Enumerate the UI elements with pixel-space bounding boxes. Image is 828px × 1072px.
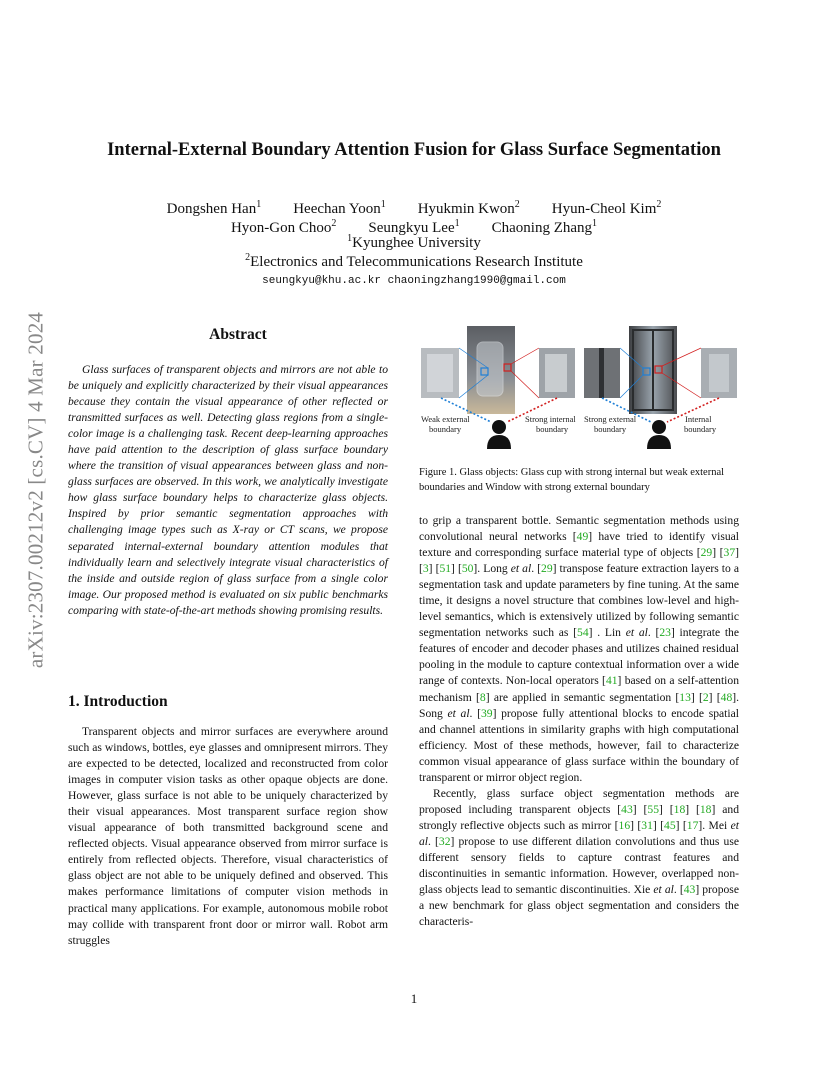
paragraph-glass-segmentation: Recently, glass surface object segmentation methods are proposed including transparent objects [43] [55] [18] [18] and strongly reflective objects such as mirror [16] [31] [45] [17]. Mei et al. [32] propose to use different dilation convolutions and thus use different sensory fields to capture contrast features and discontinuities in semantic information. However, overlapped non-glass objects lead to semantic discontinuities. Xie et al. [43] propose a new benchmark for glass object segmentation and considers the characteris- xyxy=(419,786,740,929)
citation-link[interactable]: 23 xyxy=(659,626,671,640)
viewer-icon-left xyxy=(487,420,511,449)
citation-link[interactable]: 13 xyxy=(679,690,691,704)
citation-link[interactable]: 43 xyxy=(683,883,696,897)
affiliation-2-sup: 2 xyxy=(245,252,251,263)
label-strong-internal-1: Strong internal xyxy=(525,414,576,424)
affiliation-2-name: Electronics and Telecommunications Research Institute xyxy=(250,254,583,270)
paper-title: Internal-External Boundary Attention Fusion for Glass Surface Segmentation xyxy=(107,140,721,160)
viewer-icon-right xyxy=(647,420,671,449)
citation-link[interactable]: 55 xyxy=(647,802,659,816)
citation-link[interactable]: 49 xyxy=(576,530,589,544)
label-weak-external-2: boundary xyxy=(429,424,462,434)
author-name: Hyun-Cheol Kim$^2$ xyxy=(551,199,662,217)
et-al-text: et al xyxy=(653,883,674,897)
right-column xyxy=(419,513,739,930)
author-affiliation-sup: 2 xyxy=(656,199,662,210)
citation-link[interactable]: 50 xyxy=(461,562,474,576)
et-al-text: et al xyxy=(625,626,648,640)
et-al-text: et al xyxy=(419,818,740,848)
author-affiliation-sup: 2 xyxy=(514,199,520,210)
citation-link[interactable]: 45 xyxy=(664,818,676,832)
citation-link[interactable]: 43 xyxy=(621,802,633,816)
label-internal-1: Internal xyxy=(685,414,712,424)
author-affiliation-sup: 1 xyxy=(592,218,598,229)
abstract-heading: Abstract xyxy=(209,326,267,343)
author-name: Hyukmin Kwon$^2$ xyxy=(417,199,520,217)
citation-link[interactable]: 17 xyxy=(686,818,699,832)
label-strong-external-2: boundary xyxy=(594,424,627,434)
page-number: 1 xyxy=(410,991,418,1006)
arxiv-stamp-text: arXiv:2307.00212v2 [cs.CV] 4 Mar 2024 xyxy=(23,311,48,669)
et-al-text: et al xyxy=(447,706,470,720)
citation-link[interactable]: 8 xyxy=(479,690,486,704)
author-affiliation-sup: 2 xyxy=(331,218,337,229)
label-strong-external-1: Strong external xyxy=(584,414,637,424)
citation-link[interactable]: 29 xyxy=(700,546,713,560)
affiliation-2 xyxy=(60,252,768,271)
introduction-text: Transparent objects and mirror surfaces are everywhere around such as windows, bottles, eye glasses and omnipresent mirrors. They are expected to be detected, localized and reconstructed from color images in computer vision tasks as other opaque objects are done. However, glass surface is not able to be uniquely characterized by their visual appearances. Most transparent surface region show visual appearance of both transmitted background scene and reflected objects. Visual appearance observed from mirror surface is entirely from reflected objects. Therefore, visual characteristics of glass object are not able to be uniquely defined and observed. This makes performance limitations of computer vision methods in practical many applications. For example, autonomous mobile robot may collide with transparent front door or mirror wall. Robot arm struggles xyxy=(68,725,388,947)
author-emails: seungkyu@khu.ac.kr chaoningzhang1990@gmail.com xyxy=(262,275,566,287)
author-affiliation-sup: 1 xyxy=(380,199,386,210)
author-name: Dongshen Han$^1$ xyxy=(166,199,262,217)
abstract-text: Glass surfaces of transparent objects and mirrors are not able to be uniquely and explicitly characterized by their visual appearances because they contain the visual appearance of other reflected or transmitted surfaces as well. Detecting glass regions from a single-color image is a challenging task. Recent deep-learning approaches have paid attention to the description of glass surface boundary where the transition of visual appearances between glass and non-glass surfaces are observed. In this work, we analytically investigate how glass surface boundary helps to characterize glass objects. Inspired by prior semantic segmentation approaches with challenging image types such as X-ray or CT scans, we propose separated internal-external boundary attention modules that individually learn and selectively integrate visual characteristics of the inside and outside region of glass surface from a single color image. Our proposed method is evaluated on six public benchmarks comparing with state-of-the-art methods showing promising results. xyxy=(68,363,388,617)
et-al-text: et al xyxy=(510,562,532,576)
citation-link[interactable]: 51 xyxy=(439,562,452,576)
figure-1-illustration xyxy=(419,324,739,449)
author-affiliation-sup: 1 xyxy=(256,199,262,210)
arxiv-stamp xyxy=(24,290,48,690)
citation-link[interactable]: 2 xyxy=(702,690,709,704)
citation-link[interactable]: 31 xyxy=(641,818,653,832)
citation-link[interactable]: 48 xyxy=(720,690,733,704)
label-internal-2: boundary xyxy=(684,424,717,434)
author-affiliation-sup: 1 xyxy=(454,218,460,229)
citation-link[interactable]: 3 xyxy=(422,562,429,576)
citation-link[interactable]: 37 xyxy=(723,546,736,560)
label-strong-internal-2: boundary xyxy=(536,424,569,434)
paragraph-related-work: to grip a transparent bottle. Semantic segmentation methods using convolutional neural networks [49] have tried to identify visual texture and corresponding surface material type of objects [29] [37] [3] [51] [50]. Long et al. [29] transpose feature extraction layers to a segmentation task and update parameters by fine tuning. At the same time, it designs a novel structure that combines low-level and high-level semantics, which is extensively utilized by following semantic segmentation networks such as [54] . Lin et al. [23] integrate the features of encoder and decoder phases and utilizes chained residual pooling in the module to capture contextual information over a wide range of contexts. Non-local operators [41] based on a self-attention mechanism [8] are applied in semantic segmentation [13] [2] [48]. Song et al. [39] propose fully attentional blocks to encode spatial and channel attentions in similarity graphs with high computational efficiency. Most of these methods, however, fail to characterize common visual appearance of glass surface within the boundary of transparent or mirror object region. xyxy=(419,514,740,784)
citation-link[interactable]: 18 xyxy=(699,802,712,816)
citation-link[interactable]: 18 xyxy=(673,802,686,816)
affiliation-1 xyxy=(60,233,768,252)
citation-link[interactable]: 16 xyxy=(618,818,631,832)
author-name: Hyon-Gon Choo$^2$ xyxy=(230,218,337,236)
author-name: Heechan Yoon$^1$ xyxy=(293,199,386,217)
author-name: Seungkyu Lee$^1$ xyxy=(368,218,460,236)
label-weak-external-1: Weak external xyxy=(421,414,470,424)
citation-link[interactable]: 39 xyxy=(480,706,493,720)
author-name: Chaoning Zhang$^1$ xyxy=(491,218,598,236)
figure-1-caption: Figure 1. Glass objects: Glass cup with strong internal but weak external boundaries and Window with strong external boundary xyxy=(419,467,725,493)
citation-link[interactable]: 29 xyxy=(541,562,553,576)
citation-link[interactable]: 41 xyxy=(605,674,618,688)
introduction-heading: 1. Introduction xyxy=(68,693,168,710)
citation-link[interactable]: 54 xyxy=(577,626,589,640)
affiliation-1-name: Kyunghee University xyxy=(352,235,481,251)
affiliation-1-sup: 1 xyxy=(347,233,353,244)
citation-link[interactable]: 32 xyxy=(438,834,451,848)
